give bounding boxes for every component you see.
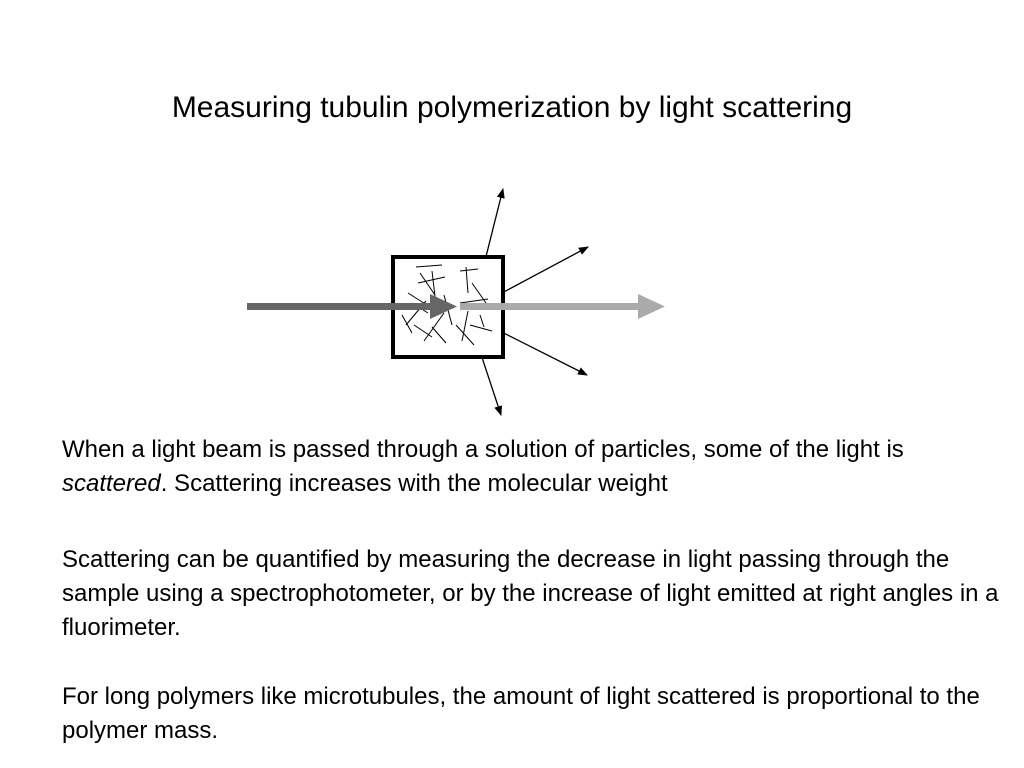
emphasis-scattered: scattered bbox=[62, 470, 161, 497]
paragraph-scattering-intro: When a light beam is passed through a solution of particles, some of the light is scattered. Scattering increases with the molecular weight bbox=[62, 436, 904, 497]
slide-title: Measuring tubulin polymerization by light scattering bbox=[171, 91, 853, 124]
paragraph-quantification: Scattering can be quantified by measuring the decrease in light passing through the sample using a spectrophotometer, or by the increase of light emitted at right angles in a fluorimeter. bbox=[62, 546, 999, 641]
light-scattering-diagram bbox=[230, 175, 680, 425]
paragraph-polymer-mass: For long polymers like microtubules, the amount of light scattered is proportional to the polymer mass. bbox=[62, 683, 980, 744]
